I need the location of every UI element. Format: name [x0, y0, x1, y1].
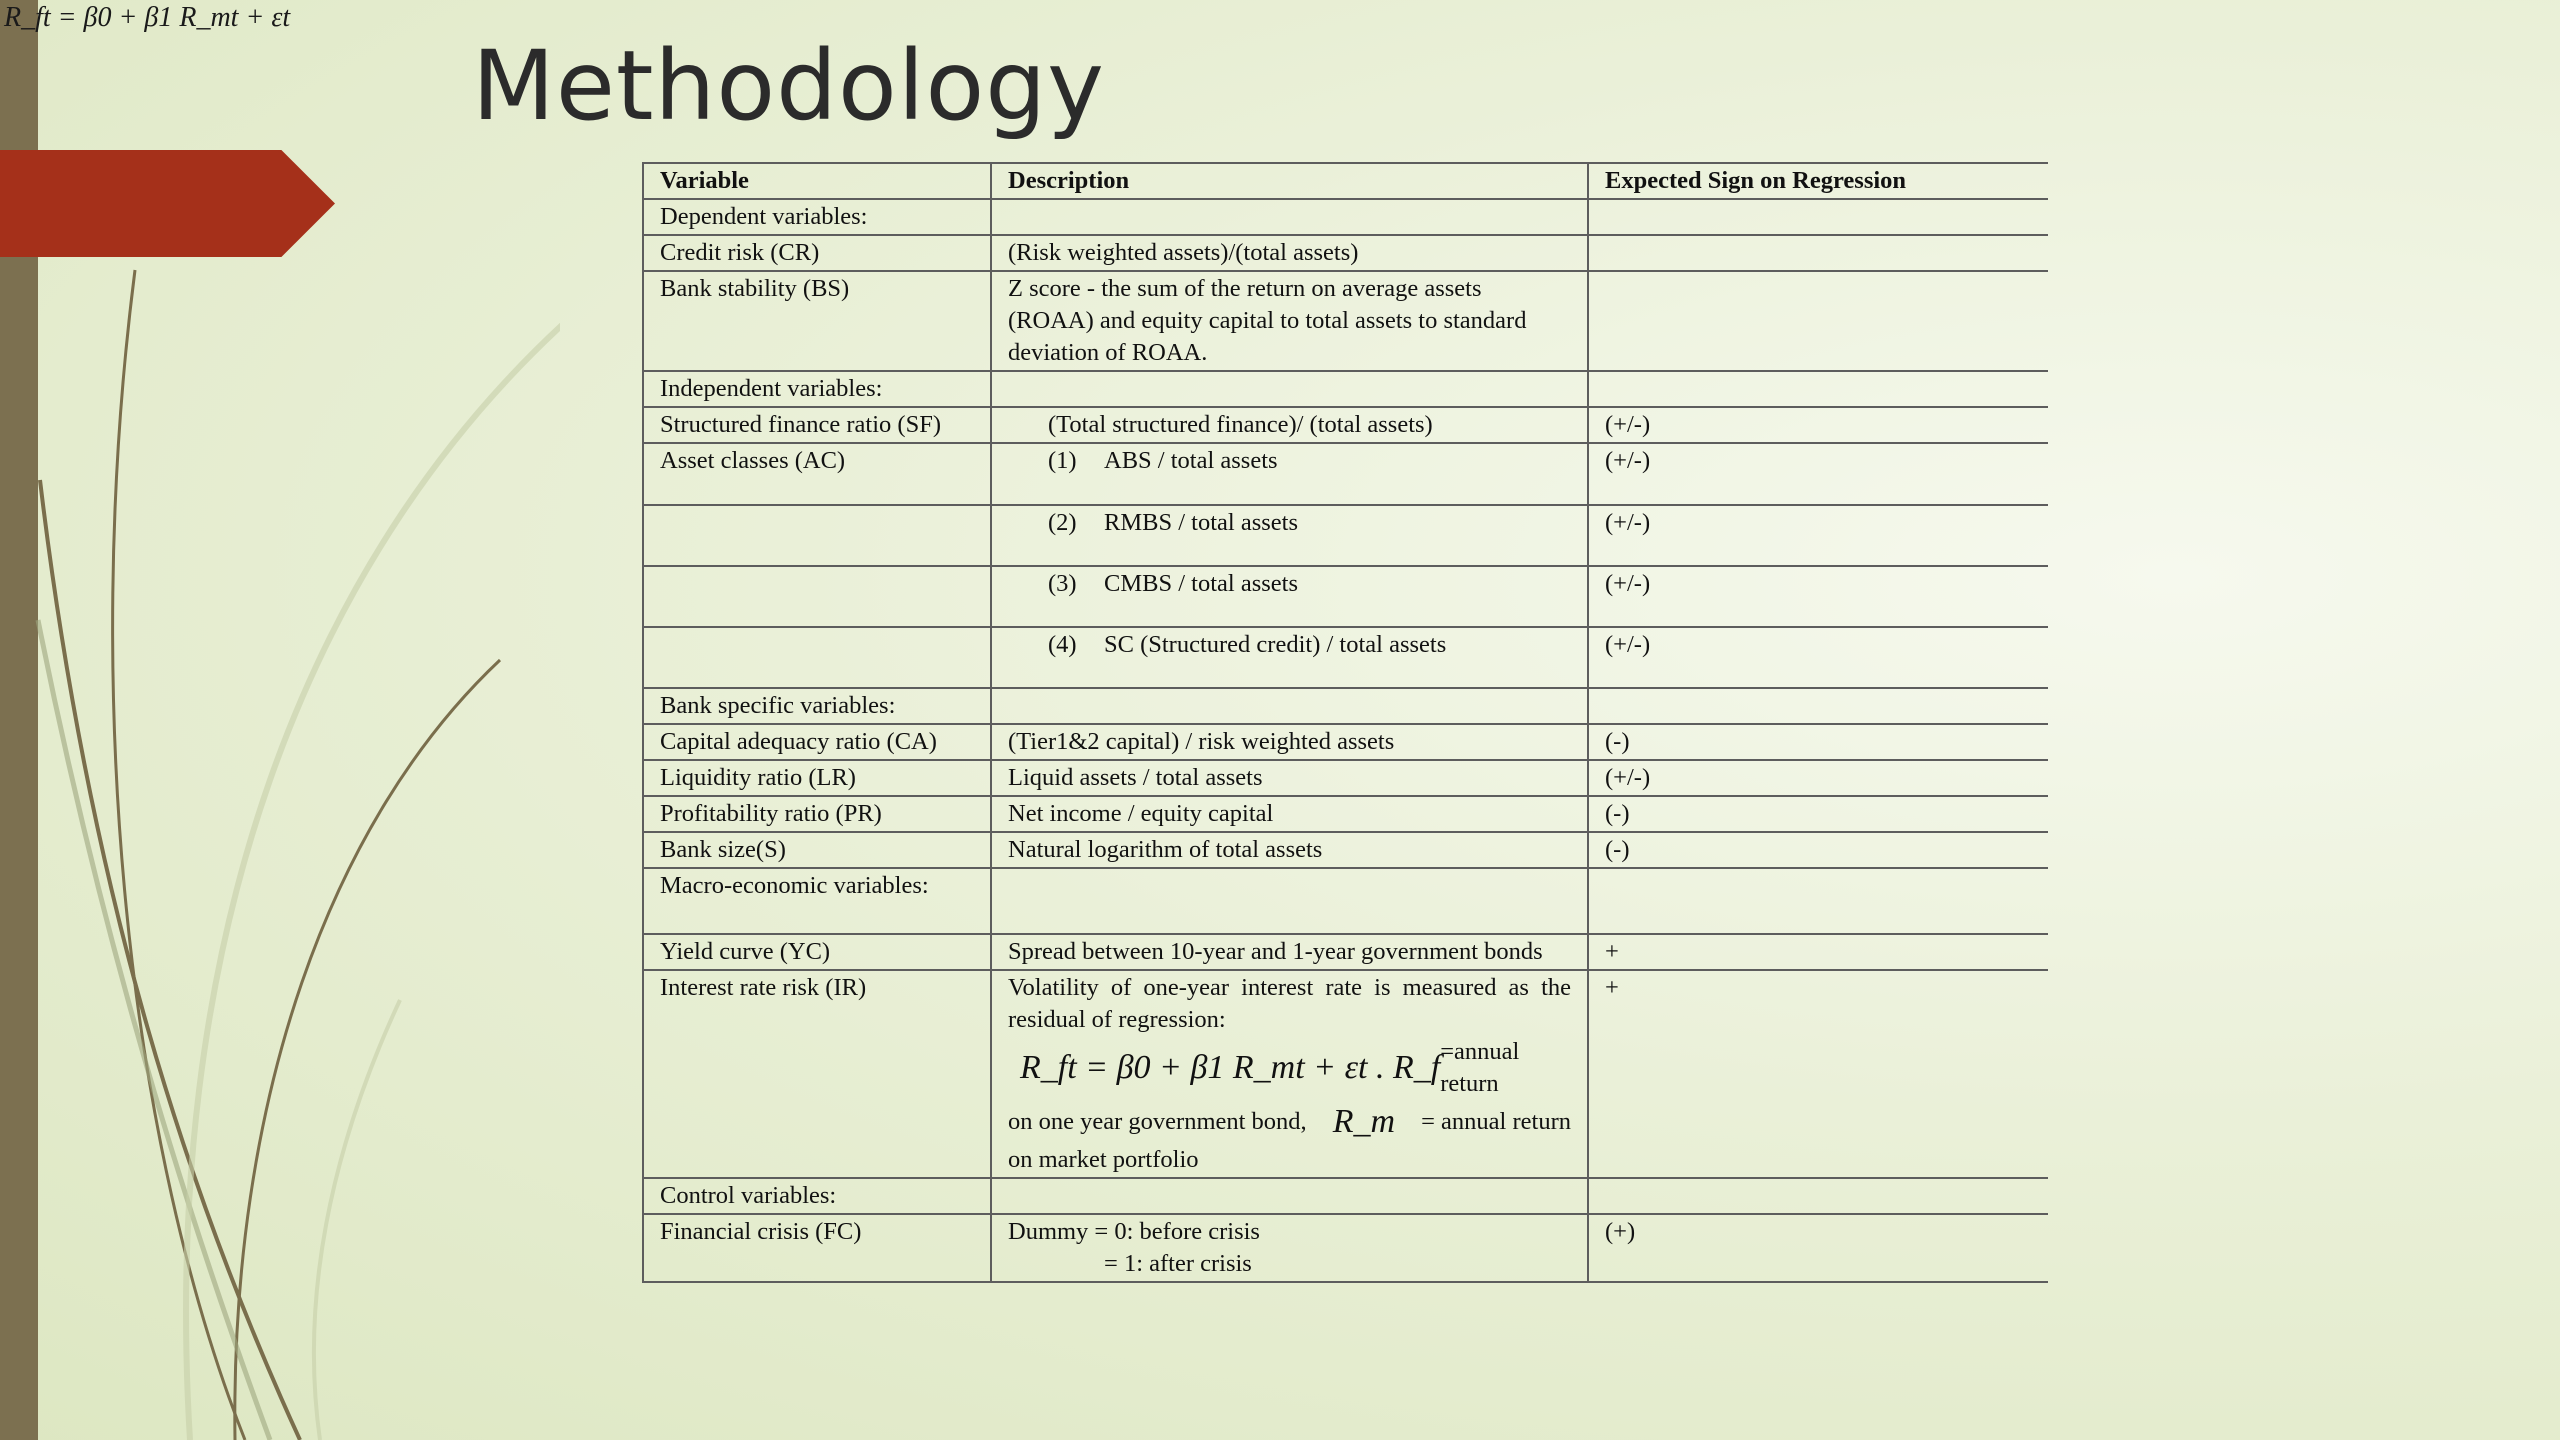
table-row	[643, 566, 2048, 627]
variable-cell: Independent variables:	[643, 371, 991, 407]
government-bond-text: on one year government bond,	[1008, 1108, 1307, 1135]
item-text: SC (Structured credit) / total assets	[1104, 631, 1447, 658]
sign-cell	[1588, 235, 2048, 271]
variable-cell: Asset classes (AC)	[643, 443, 991, 505]
variable-cell: Liquidity ratio (LR)	[643, 760, 991, 796]
sign-cell: (+/-)	[1588, 566, 2048, 627]
sign-cell: (+/-)	[1588, 760, 2048, 796]
variable-cell: Structured finance ratio (SF)	[643, 407, 991, 443]
market-portfolio-text: on market portfolio	[1008, 1146, 1199, 1173]
dummy-before-crisis: Dummy = 0: before crisis	[1008, 1218, 1260, 1245]
table-row	[643, 199, 2048, 235]
table-row	[643, 1178, 2048, 1214]
government-bond-line	[1008, 1100, 1571, 1144]
sign-cell: (-)	[1588, 724, 2048, 760]
header-expected-sign: Expected Sign on Regression	[1588, 163, 2048, 199]
market-return-symbol: R_m	[1332, 1103, 1396, 1140]
description-cell	[991, 1214, 1588, 1282]
variable-cell: Profitability ratio (PR)	[643, 796, 991, 832]
description-cell	[991, 688, 1588, 724]
description-cell	[991, 627, 1588, 688]
sign-cell	[1588, 199, 2048, 235]
item-number: (3)	[1048, 570, 1077, 597]
variable-cell: Macro-economic variables:	[643, 868, 991, 934]
sign-cell: +	[1588, 934, 2048, 970]
table-row	[643, 868, 2048, 934]
sign-cell: (-)	[1588, 796, 2048, 832]
table-row	[643, 505, 2048, 566]
table-header-row	[643, 163, 2048, 199]
description-cell: (Total structured finance)/ (total assets)	[991, 407, 1588, 443]
variable-cell: Yield curve (YC)	[643, 934, 991, 970]
description-cell	[991, 199, 1588, 235]
table-row	[643, 724, 2048, 760]
table-row	[643, 970, 2048, 1178]
table-row	[643, 235, 2048, 271]
regression-equation-line	[1008, 1036, 1571, 1100]
sign-cell	[1588, 688, 2048, 724]
corner-formula: R_ft = β0 + β1 R_mt + εt	[4, 2, 291, 33]
regression-equation: R_ft = β0 + β1 R_mt + εt . R_f	[1020, 1049, 1441, 1086]
item-number: (4)	[1048, 631, 1077, 658]
table-row	[643, 934, 2048, 970]
dummy-after-crisis: = 1: after crisis	[1104, 1250, 1252, 1277]
sign-cell	[1588, 271, 2048, 371]
item-text: RMBS / total assets	[1104, 509, 1298, 536]
description-cell	[991, 970, 1588, 1178]
variable-cell: Credit risk (CR)	[643, 235, 991, 271]
market-return-text: = annual return	[1421, 1108, 1571, 1135]
variable-cell	[643, 505, 991, 566]
regression-intro: Volatility of one-year interest rate is measured as the residual of regression:	[1008, 974, 1571, 1033]
sign-cell	[1588, 371, 2048, 407]
table-row	[643, 371, 2048, 407]
description-cell: (Tier1&2 capital) / risk weighted assets	[991, 724, 1588, 760]
sign-cell: (-)	[1588, 832, 2048, 868]
description-cell	[991, 505, 1588, 566]
sign-cell: (+/-)	[1588, 443, 2048, 505]
description-cell: Natural logarithm of total assets	[991, 832, 1588, 868]
description-cell	[991, 443, 1588, 505]
variable-cell: Control variables:	[643, 1178, 991, 1214]
item-text: CMBS / total assets	[1104, 570, 1298, 597]
table-row	[643, 760, 2048, 796]
item-number: (2)	[1048, 509, 1077, 536]
table-row	[643, 407, 2048, 443]
description-cell	[991, 566, 1588, 627]
variable-cell: Interest rate risk (IR)	[643, 970, 991, 1178]
sign-cell: (+/-)	[1588, 627, 2048, 688]
table-row	[643, 1214, 2048, 1282]
equation-suffix: =annual return	[1440, 1038, 1520, 1097]
variable-cell	[643, 566, 991, 627]
table-row	[643, 443, 2048, 505]
table-row	[643, 627, 2048, 688]
sign-cell: (+/-)	[1588, 407, 2048, 443]
methodology-table	[642, 162, 2048, 1283]
header-variable: Variable	[643, 163, 991, 199]
description-cell: Liquid assets / total assets	[991, 760, 1588, 796]
slide-title: Methodology	[472, 30, 1105, 142]
table-row	[643, 271, 2048, 371]
sign-cell: (+/-)	[1588, 505, 2048, 566]
sign-cell	[1588, 868, 2048, 934]
sign-cell	[1588, 1178, 2048, 1214]
description-cell	[991, 371, 1588, 407]
red-arrow-banner	[0, 150, 335, 257]
description-cell: Net income / equity capital	[991, 796, 1588, 832]
sign-cell: (+)	[1588, 1214, 2048, 1282]
description-cell: Spread between 10-year and 1-year government bonds	[991, 934, 1588, 970]
variable-cell: Capital adequacy ratio (CA)	[643, 724, 991, 760]
table-row	[643, 832, 2048, 868]
sign-cell: +	[1588, 970, 2048, 1178]
variable-cell: Bank specific variables:	[643, 688, 991, 724]
variable-cell: Dependent variables:	[643, 199, 991, 235]
description-cell: (Risk weighted assets)/(total assets)	[991, 235, 1588, 271]
variable-cell: Bank stability (BS)	[643, 271, 991, 371]
description-cell	[991, 1178, 1588, 1214]
variable-cell: Bank size(S)	[643, 832, 991, 868]
variable-cell: Financial crisis (FC)	[643, 1214, 991, 1282]
item-text: ABS / total assets	[1104, 447, 1278, 474]
description-cell	[991, 868, 1588, 934]
description-cell: Z score - the sum of the return on average assets (ROAA) and equity capital to total assets to standard deviation of ROAA.	[991, 271, 1588, 371]
table-row	[643, 796, 2048, 832]
header-description: Description	[991, 163, 1588, 199]
variable-cell	[643, 627, 991, 688]
item-number: (1)	[1048, 447, 1077, 474]
table-row	[643, 688, 2048, 724]
